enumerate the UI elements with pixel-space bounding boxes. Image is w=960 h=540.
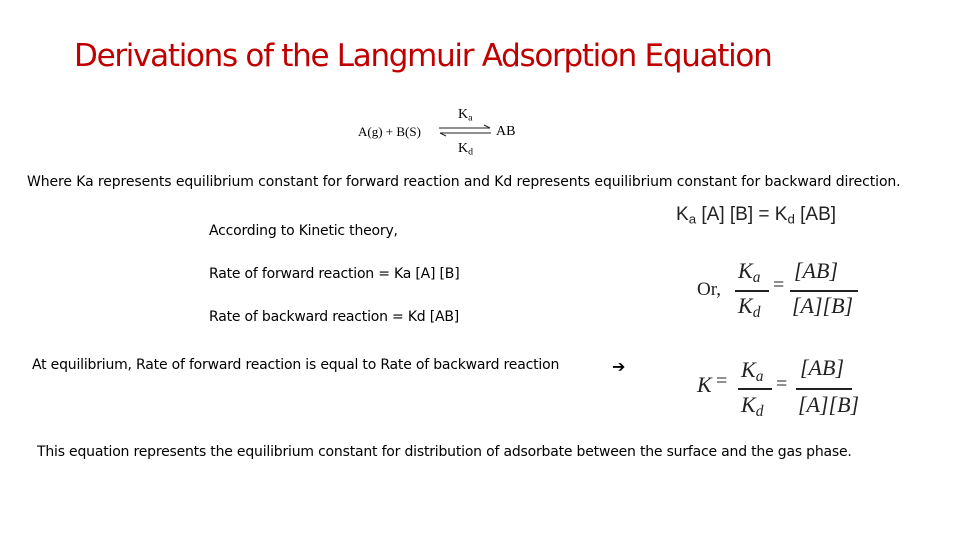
ka-numerator: $K_a$ bbox=[741, 357, 764, 385]
reaction-reactants: A(g) + B(S) bbox=[358, 124, 421, 139]
conclusion-text: This equation represents the equilibrium constant for distribution of adsorbate between the surface and the gas phase. bbox=[37, 444, 852, 460]
or-label: Or, bbox=[697, 279, 722, 300]
kd-denominator: $K_d$ bbox=[741, 392, 764, 420]
ab-numerator: [AB] bbox=[800, 355, 844, 380]
rate-forward-text: Rate of forward reaction = Ka [A] [B] bbox=[209, 266, 460, 282]
ab-numerator: [AB] bbox=[794, 258, 838, 283]
kd-denominator: $K_d$ bbox=[738, 293, 761, 321]
rate-backward-text: Rate of backward reaction = Kd [AB] bbox=[209, 309, 460, 325]
a-b-denominator: [A][B] bbox=[792, 293, 854, 318]
slide-title: Derivations of the Langmuir Adsorption Equation bbox=[74, 38, 772, 74]
fraction-bar bbox=[796, 388, 852, 390]
equals-sign: = bbox=[776, 373, 788, 395]
equation-rate-balance: $K_a$ [A] $[B] = K_d$ [AB] bbox=[676, 204, 837, 227]
reaction-product: AB bbox=[496, 124, 516, 139]
equilibrium-text: At equilibrium, Rate of forward reaction is equal to Rate of backward reaction bbox=[32, 357, 560, 373]
fraction-bar bbox=[735, 290, 769, 292]
reaction-kd-label: $K_d$ bbox=[458, 141, 474, 158]
fraction-bar bbox=[790, 290, 858, 292]
kinetic-theory-text: According to Kinetic theory, bbox=[209, 223, 398, 239]
equilibrium-arrows-icon bbox=[437, 124, 493, 138]
equals-sign: = bbox=[716, 370, 728, 392]
ka-numerator: $K_a$ bbox=[738, 258, 761, 286]
fraction-bar bbox=[738, 388, 772, 390]
where-text: Where Ka represents equilibrium constant for forward reaction and Kd represents equilibrium constant for backward direction. bbox=[27, 174, 901, 190]
k-lhs: K bbox=[697, 372, 712, 397]
equals-sign: = bbox=[773, 274, 785, 296]
a-b-denominator: [A][B] bbox=[798, 392, 860, 417]
right-arrow-icon: ➔ bbox=[612, 357, 626, 376]
reaction-ka-label: $K_a$ bbox=[458, 107, 473, 124]
